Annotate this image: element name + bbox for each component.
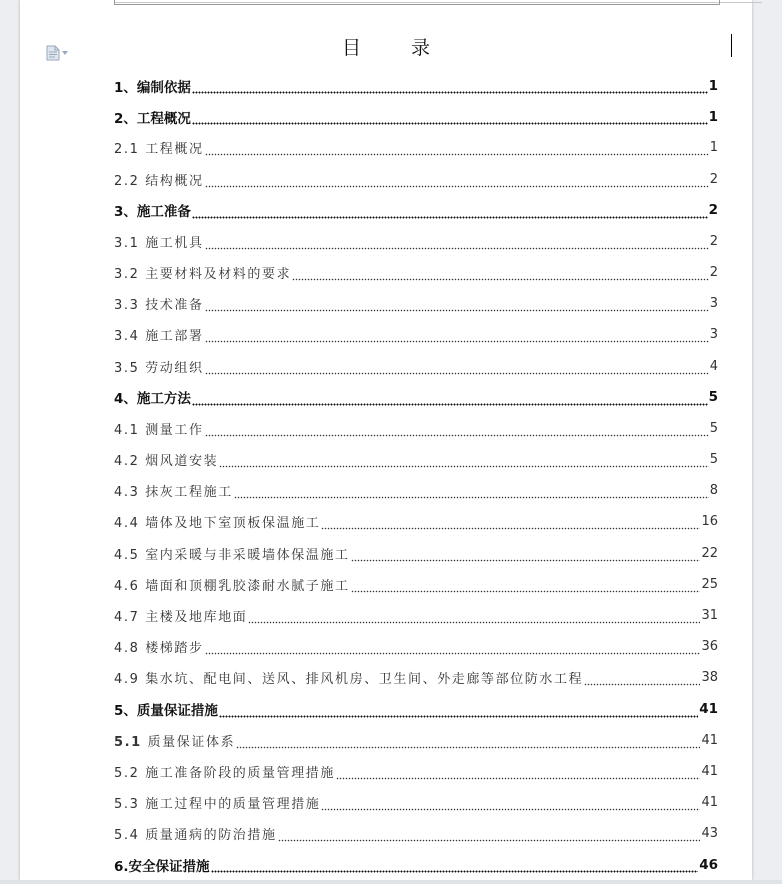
toc-entry[interactable] [114,319,718,350]
toc-entry-text: 1、编制依据 [114,79,191,96]
toc-leader-dots [205,145,709,156]
toc-leader-dots [192,114,708,125]
toc-entry-text: 4.4 墙体及地下室顶板保温施工 [114,516,321,532]
toc-page-number: 41 [701,763,718,779]
toc-leader-dots [205,364,709,375]
toc-page-number: 1 [709,140,718,156]
toc-page-number: 38 [701,670,718,686]
toc-entry[interactable] [114,569,718,600]
text-cursor [731,34,732,57]
toc-leader-dots [278,831,701,842]
toc-entry-text: 3.3 技术准备 [114,298,204,314]
toc-entry[interactable] [114,600,718,631]
toc-page-number: 2 [709,265,718,281]
toc-page-number: 16 [701,514,718,530]
toc-entry-text: 5.4 质量通病的防治措施 [114,828,277,844]
toc-entry-text: 3.4 施工部署 [114,329,204,345]
toc-entry[interactable] [114,506,718,537]
toc-page-number: 3 [709,327,718,343]
toc-page-number: 1 [708,108,718,125]
toc-entry-text: 4.3 抹灰工程施工 [114,485,233,501]
toc-entry[interactable] [114,132,718,163]
toc-entry-text: 2、工程概况 [114,110,191,127]
toc-page-number: 43 [701,826,718,842]
toc-page-number: 2 [708,202,718,219]
toc-entry[interactable] [114,257,718,288]
toc-entry[interactable] [114,382,718,413]
toc-page-number: 41 [701,795,718,811]
toc-entry-text: 5.1 质量保证体系 [114,734,236,750]
toc-leader-dots [248,613,700,624]
toc-list [114,70,718,880]
toc-entry-text: 5.3 施工过程中的质量管理措施 [114,797,321,813]
toc-leader-dots [219,457,709,468]
toc-page-number: 4 [709,358,718,374]
toc-entry-text: 5、质量保证措施 [114,703,218,720]
toc-entry[interactable] [114,693,718,724]
toc-page-number: 1 [708,77,718,94]
toc-leader-dots [584,675,700,686]
toc-title: 目 录 [341,37,453,59]
toc-entry[interactable] [114,756,718,787]
toc-entry-text: 6.安全保证措施 [114,858,210,875]
toc-leader-dots [351,582,701,593]
toc-entry[interactable] [114,818,718,849]
document-page [20,0,752,880]
toc-entry-text: 4.5 室内采暖与非采暖墙体保温施工 [114,547,350,563]
toc-page-number: 25 [701,576,718,592]
toc-page-number: 36 [701,639,718,655]
toc-page-number: 3 [709,296,718,312]
toc-leader-dots [219,707,698,718]
toc-leader-dots [205,332,709,343]
toc-entry[interactable] [114,725,718,756]
toc-entry-text: 4.9 集水坑、配电间、送风、排风机房、卫生间、外走廊等部位防水工程 [114,672,584,688]
toc-leader-dots [321,800,700,811]
toc-page-number: 31 [701,608,718,623]
toc-entry-text: 4.1 测量工作 [114,422,204,438]
toc-leader-dots [211,862,699,873]
toc-entry[interactable] [114,662,718,693]
toc-leader-dots [192,83,708,94]
toc-leader-dots [192,208,708,219]
toc-leader-dots [292,270,709,281]
header-area[interactable] [114,0,720,5]
toc-entry[interactable] [114,351,718,382]
status-bar [0,880,782,884]
toc-page-number: 5 [709,420,718,436]
toc-page-number: 41 [699,701,718,718]
toc-entry-text: 2.1 工程概况 [114,142,204,158]
toc-leader-dots [205,239,709,250]
toc-entry[interactable] [114,413,718,444]
toc-entry[interactable] [114,195,718,226]
toc-entry[interactable] [114,631,718,662]
toc-entry[interactable] [114,849,718,880]
toc-entry-text: 3.2 主要材料及材料的要求 [114,267,292,283]
toc-entry-text: 3、施工准备 [114,204,191,221]
toc-page-number: 2 [709,233,718,249]
toc-page-number: 2 [709,171,718,187]
toc-page-number: 41 [701,732,718,748]
toc-entry[interactable] [114,288,718,319]
toc-entry-text: 3.1 施工机具 [114,235,204,251]
toc-entry[interactable] [114,444,718,475]
toc-page-number: 22 [701,545,718,561]
toc-entry-text: 4、施工方法 [114,391,191,408]
toc-leader-dots [236,738,700,749]
toc-page-number: 5 [709,452,718,468]
toc-entry[interactable] [114,70,718,101]
toc-page-number: 46 [699,856,718,873]
toc-entry-text: 4.2 烟风道安装 [114,454,219,470]
toc-entry-text: 4.8 楼梯踏步 [114,641,204,657]
toc-entry-text: 2.2 结构概况 [114,173,204,189]
toc-page-number: 5 [708,389,718,406]
toc-entry[interactable] [114,226,718,257]
toc-leader-dots [205,644,701,655]
toc-entry-text: 4.7 主楼及地库地面 [114,610,248,625]
toc-entry[interactable] [114,475,718,506]
toc-entry-text: 5.2 施工准备阶段的质量管理措施 [114,765,336,781]
toc-leader-dots [321,519,700,530]
toc-leader-dots [205,426,709,437]
toc-entry[interactable] [114,787,718,818]
toc-page-number: 8 [709,483,718,499]
toc-leader-dots [192,395,708,406]
toc-leader-dots [234,488,709,499]
toc-entry-text: 4.6 墙面和顶棚乳胶漆耐水腻子施工 [114,578,350,594]
toc-entry[interactable] [114,164,718,195]
toc-leader-dots [205,177,709,188]
toc-entry[interactable] [114,101,718,132]
toc-entry[interactable] [114,538,718,569]
toc-leader-dots [205,301,709,312]
toc-leader-dots [336,769,700,780]
toc-leader-dots [351,551,701,562]
toc-entry-text: 3.5 劳动组织 [114,360,204,376]
